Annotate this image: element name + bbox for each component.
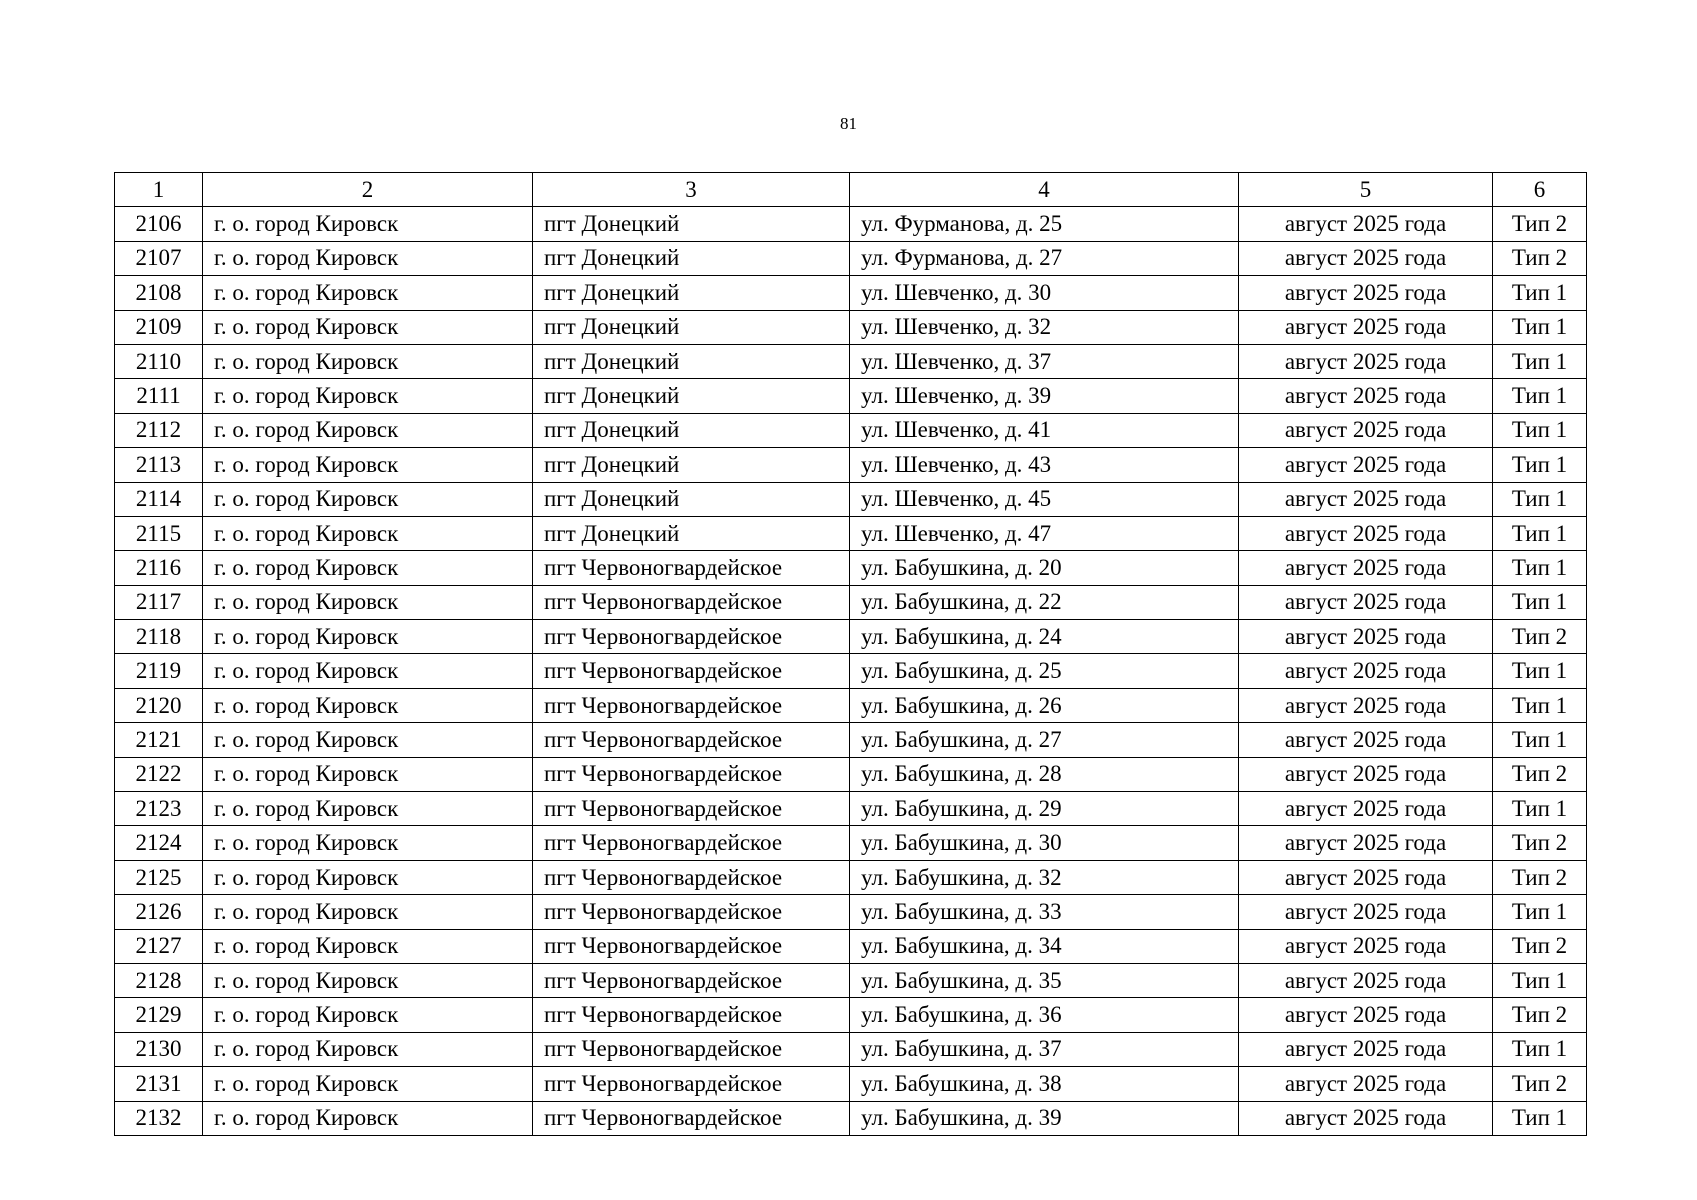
row-number-cell: 2127 <box>115 929 203 963</box>
type-cell: Тип 1 <box>1493 895 1587 929</box>
row-number-cell: 2111 <box>115 379 203 413</box>
settlement-cell: пгт Донецкий <box>533 379 850 413</box>
settlement-cell: пгт Донецкий <box>533 276 850 310</box>
row-number-cell: 2132 <box>115 1101 203 1135</box>
address-cell: ул. Шевченко, д. 39 <box>850 379 1239 413</box>
settlement-cell: пгт Донецкий <box>533 413 850 447</box>
settlement-cell: пгт Червоногвардейское <box>533 792 850 826</box>
municipality-cell: г. о. город Кировск <box>203 207 533 241</box>
period-cell: август 2025 года <box>1239 379 1493 413</box>
table-row <box>115 895 1587 929</box>
header-cell-2: 2 <box>203 173 533 207</box>
table-row <box>115 310 1587 344</box>
type-cell: Тип 2 <box>1493 241 1587 275</box>
municipality-cell: г. о. город Кировск <box>203 1101 533 1135</box>
table-row <box>115 757 1587 791</box>
municipality-cell: г. о. город Кировск <box>203 448 533 482</box>
table-row <box>115 1067 1587 1101</box>
settlement-cell: пгт Червоногвардейское <box>533 757 850 791</box>
municipality-cell: г. о. город Кировск <box>203 998 533 1032</box>
row-number-cell: 2119 <box>115 654 203 688</box>
settlement-cell: пгт Донецкий <box>533 482 850 516</box>
type-cell: Тип 1 <box>1493 413 1587 447</box>
header-cell-1: 1 <box>115 173 203 207</box>
row-number-cell: 2116 <box>115 551 203 585</box>
municipality-cell: г. о. город Кировск <box>203 963 533 997</box>
address-cell: ул. Бабушкина, д. 24 <box>850 620 1239 654</box>
row-number-cell: 2126 <box>115 895 203 929</box>
address-cell: ул. Шевченко, д. 43 <box>850 448 1239 482</box>
settlement-cell: пгт Червоногвардейское <box>533 688 850 722</box>
settlement-cell: пгт Червоногвардейское <box>533 895 850 929</box>
settlement-cell: пгт Червоногвардейское <box>533 929 850 963</box>
address-cell: ул. Бабушкина, д. 28 <box>850 757 1239 791</box>
table-row <box>115 448 1587 482</box>
address-cell: ул. Бабушкина, д. 27 <box>850 723 1239 757</box>
address-cell: ул. Бабушкина, д. 37 <box>850 1032 1239 1066</box>
address-cell: ул. Бабушкина, д. 29 <box>850 792 1239 826</box>
type-cell: Тип 1 <box>1493 723 1587 757</box>
address-cell: ул. Бабушкина, д. 35 <box>850 963 1239 997</box>
period-cell: август 2025 года <box>1239 1032 1493 1066</box>
row-number-cell: 2124 <box>115 826 203 860</box>
municipality-cell: г. о. город Кировск <box>203 688 533 722</box>
table-row <box>115 860 1587 894</box>
row-number-cell: 2107 <box>115 241 203 275</box>
type-cell: Тип 2 <box>1493 860 1587 894</box>
address-cell: ул. Бабушкина, д. 25 <box>850 654 1239 688</box>
row-number-cell: 2130 <box>115 1032 203 1066</box>
page-number: 81 <box>840 114 857 133</box>
row-number-cell: 2122 <box>115 757 203 791</box>
municipality-cell: г. о. город Кировск <box>203 585 533 619</box>
type-cell: Тип 1 <box>1493 792 1587 826</box>
table-row <box>115 998 1587 1032</box>
settlement-cell: пгт Донецкий <box>533 207 850 241</box>
period-cell: август 2025 года <box>1239 895 1493 929</box>
type-cell: Тип 1 <box>1493 654 1587 688</box>
settlement-cell: пгт Червоногвардейское <box>533 551 850 585</box>
table-row <box>115 723 1587 757</box>
row-number-cell: 2108 <box>115 276 203 310</box>
row-number-cell: 2109 <box>115 310 203 344</box>
period-cell: август 2025 года <box>1239 929 1493 963</box>
type-cell: Тип 2 <box>1493 929 1587 963</box>
header-cell-3: 3 <box>533 173 850 207</box>
settlement-cell: пгт Донецкий <box>533 448 850 482</box>
table-row <box>115 551 1587 585</box>
period-cell: август 2025 года <box>1239 551 1493 585</box>
period-cell: август 2025 года <box>1239 826 1493 860</box>
address-cell: ул. Бабушкина, д. 36 <box>850 998 1239 1032</box>
period-cell: август 2025 года <box>1239 207 1493 241</box>
address-cell: ул. Шевченко, д. 37 <box>850 344 1239 378</box>
period-cell: август 2025 года <box>1239 792 1493 826</box>
municipality-cell: г. о. город Кировск <box>203 344 533 378</box>
settlement-cell: пгт Донецкий <box>533 516 850 550</box>
municipality-cell: г. о. город Кировск <box>203 757 533 791</box>
type-cell: Тип 1 <box>1493 482 1587 516</box>
type-cell: Тип 1 <box>1493 516 1587 550</box>
table-body <box>115 173 1587 1136</box>
type-cell: Тип 1 <box>1493 1101 1587 1135</box>
header-cell-6: 6 <box>1493 173 1587 207</box>
municipality-cell: г. о. город Кировск <box>203 723 533 757</box>
type-cell: Тип 1 <box>1493 276 1587 310</box>
period-cell: август 2025 года <box>1239 688 1493 722</box>
row-number-cell: 2129 <box>115 998 203 1032</box>
address-cell: ул. Бабушкина, д. 32 <box>850 860 1239 894</box>
header-cell-5: 5 <box>1239 173 1493 207</box>
address-cell: ул. Бабушкина, д. 20 <box>850 551 1239 585</box>
table-row <box>115 344 1587 378</box>
table-row <box>115 1032 1587 1066</box>
period-cell: август 2025 года <box>1239 276 1493 310</box>
table-row <box>115 929 1587 963</box>
row-number-cell: 2128 <box>115 963 203 997</box>
table-row <box>115 620 1587 654</box>
row-number-cell: 2112 <box>115 413 203 447</box>
table-row <box>115 379 1587 413</box>
period-cell: август 2025 года <box>1239 860 1493 894</box>
row-number-cell: 2118 <box>115 620 203 654</box>
type-cell: Тип 1 <box>1493 551 1587 585</box>
municipality-cell: г. о. город Кировск <box>203 241 533 275</box>
period-cell: август 2025 года <box>1239 620 1493 654</box>
municipality-cell: г. о. город Кировск <box>203 620 533 654</box>
table-row <box>115 963 1587 997</box>
type-cell: Тип 2 <box>1493 620 1587 654</box>
table-row <box>115 792 1587 826</box>
row-number-cell: 2115 <box>115 516 203 550</box>
header-cell-4: 4 <box>850 173 1239 207</box>
table-row <box>115 654 1587 688</box>
address-cell: ул. Шевченко, д. 30 <box>850 276 1239 310</box>
type-cell: Тип 1 <box>1493 448 1587 482</box>
period-cell: август 2025 года <box>1239 757 1493 791</box>
type-cell: Тип 2 <box>1493 826 1587 860</box>
table-row <box>115 585 1587 619</box>
period-cell: август 2025 года <box>1239 1067 1493 1101</box>
municipality-cell: г. о. город Кировск <box>203 1067 533 1101</box>
municipality-cell: г. о. город Кировск <box>203 654 533 688</box>
address-cell: ул. Фурманова, д. 25 <box>850 207 1239 241</box>
settlement-cell: пгт Червоногвардейское <box>533 585 850 619</box>
table-row <box>115 516 1587 550</box>
address-cell: ул. Бабушкина, д. 33 <box>850 895 1239 929</box>
period-cell: август 2025 года <box>1239 654 1493 688</box>
settlement-cell: пгт Червоногвардейское <box>533 620 850 654</box>
type-cell: Тип 1 <box>1493 344 1587 378</box>
period-cell: август 2025 года <box>1239 310 1493 344</box>
period-cell: август 2025 года <box>1239 1101 1493 1135</box>
period-cell: август 2025 года <box>1239 998 1493 1032</box>
address-cell: ул. Бабушкина, д. 39 <box>850 1101 1239 1135</box>
table-row <box>115 241 1587 275</box>
table-row <box>115 688 1587 722</box>
type-cell: Тип 1 <box>1493 963 1587 997</box>
municipality-cell: г. о. город Кировск <box>203 792 533 826</box>
row-number-cell: 2125 <box>115 860 203 894</box>
address-cell: ул. Бабушкина, д. 26 <box>850 688 1239 722</box>
table-row <box>115 482 1587 516</box>
row-number-cell: 2121 <box>115 723 203 757</box>
period-cell: август 2025 года <box>1239 448 1493 482</box>
table-row <box>115 207 1587 241</box>
type-cell: Тип 2 <box>1493 207 1587 241</box>
type-cell: Тип 2 <box>1493 757 1587 791</box>
period-cell: август 2025 года <box>1239 723 1493 757</box>
type-cell: Тип 1 <box>1493 1032 1587 1066</box>
municipality-cell: г. о. город Кировск <box>203 379 533 413</box>
table-row <box>115 413 1587 447</box>
type-cell: Тип 2 <box>1493 1067 1587 1101</box>
municipality-cell: г. о. город Кировск <box>203 516 533 550</box>
table-row <box>115 276 1587 310</box>
address-cell: ул. Бабушкина, д. 30 <box>850 826 1239 860</box>
municipality-cell: г. о. город Кировск <box>203 413 533 447</box>
table-header-row <box>115 173 1587 207</box>
row-number-cell: 2123 <box>115 792 203 826</box>
municipality-cell: г. о. город Кировск <box>203 1032 533 1066</box>
type-cell: Тип 1 <box>1493 310 1587 344</box>
settlement-cell: пгт Донецкий <box>533 310 850 344</box>
settlement-cell: пгт Донецкий <box>533 241 850 275</box>
address-cell: ул. Бабушкина, д. 22 <box>850 585 1239 619</box>
settlement-cell: пгт Червоногвардейское <box>533 1067 850 1101</box>
settlement-cell: пгт Червоногвардейское <box>533 860 850 894</box>
settlement-cell: пгт Червоногвардейское <box>533 654 850 688</box>
municipality-cell: г. о. город Кировск <box>203 482 533 516</box>
address-cell: ул. Фурманова, д. 27 <box>850 241 1239 275</box>
row-number-cell: 2113 <box>115 448 203 482</box>
address-cell: ул. Бабушкина, д. 34 <box>850 929 1239 963</box>
table-row <box>115 1101 1587 1135</box>
row-number-cell: 2110 <box>115 344 203 378</box>
settlement-cell: пгт Червоногвардейское <box>533 723 850 757</box>
row-number-cell: 2114 <box>115 482 203 516</box>
municipality-cell: г. о. город Кировск <box>203 929 533 963</box>
municipality-cell: г. о. город Кировск <box>203 310 533 344</box>
address-cell: ул. Шевченко, д. 45 <box>850 482 1239 516</box>
period-cell: август 2025 года <box>1239 413 1493 447</box>
type-cell: Тип 2 <box>1493 998 1587 1032</box>
address-cell: ул. Шевченко, д. 41 <box>850 413 1239 447</box>
settlement-cell: пгт Червоногвардейское <box>533 1032 850 1066</box>
register-table <box>114 172 1587 1136</box>
period-cell: август 2025 года <box>1239 516 1493 550</box>
settlement-cell: пгт Червоногвардейское <box>533 963 850 997</box>
settlement-cell: пгт Червоногвардейское <box>533 998 850 1032</box>
table-row <box>115 826 1587 860</box>
address-cell: ул. Бабушкина, д. 38 <box>850 1067 1239 1101</box>
type-cell: Тип 1 <box>1493 585 1587 619</box>
municipality-cell: г. о. город Кировск <box>203 276 533 310</box>
row-number-cell: 2131 <box>115 1067 203 1101</box>
municipality-cell: г. о. город Кировск <box>203 895 533 929</box>
municipality-cell: г. о. город Кировск <box>203 860 533 894</box>
settlement-cell: пгт Донецкий <box>533 344 850 378</box>
period-cell: август 2025 года <box>1239 963 1493 997</box>
period-cell: август 2025 года <box>1239 241 1493 275</box>
row-number-cell: 2106 <box>115 207 203 241</box>
period-cell: август 2025 года <box>1239 482 1493 516</box>
settlement-cell: пгт Червоногвардейское <box>533 1101 850 1135</box>
address-cell: ул. Шевченко, д. 47 <box>850 516 1239 550</box>
municipality-cell: г. о. город Кировск <box>203 551 533 585</box>
row-number-cell: 2117 <box>115 585 203 619</box>
period-cell: август 2025 года <box>1239 344 1493 378</box>
period-cell: август 2025 года <box>1239 585 1493 619</box>
type-cell: Тип 1 <box>1493 688 1587 722</box>
address-cell: ул. Шевченко, д. 32 <box>850 310 1239 344</box>
settlement-cell: пгт Червоногвардейское <box>533 826 850 860</box>
row-number-cell: 2120 <box>115 688 203 722</box>
type-cell: Тип 1 <box>1493 379 1587 413</box>
municipality-cell: г. о. город Кировск <box>203 826 533 860</box>
